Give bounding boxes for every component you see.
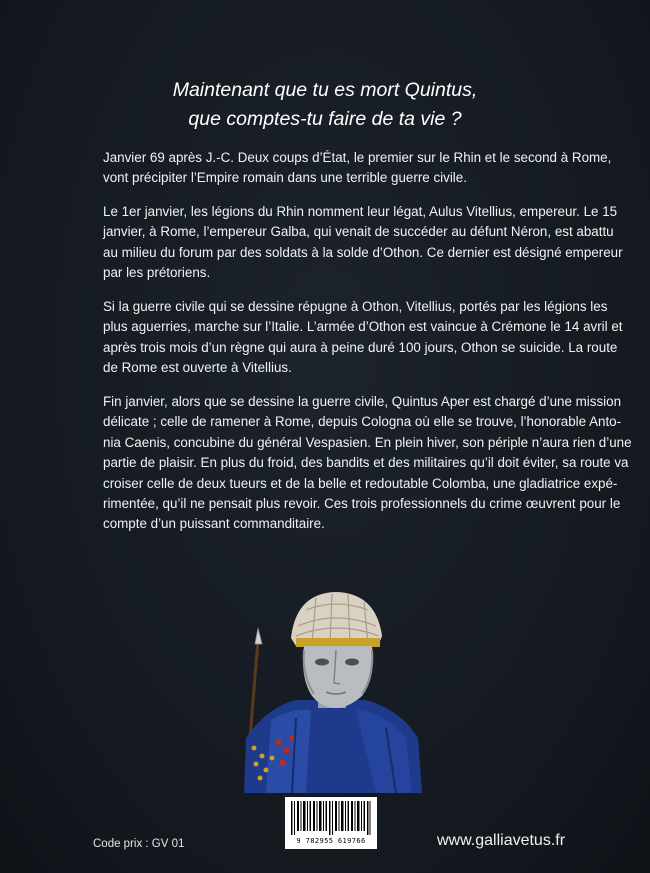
price-code: Code prix : GV 01 [93, 838, 185, 850]
synopsis-paragraph-4 [103, 392, 632, 535]
text-line: janvier, à Rome, l’empereur Galba, qui venait de succéder au défunt Néron, est abattu [103, 224, 614, 240]
tagline [0, 76, 650, 134]
text-line: Janvier 69 après J.-C. Deux coups d’État, le premier sur le Rhin et le second à Rome, [103, 150, 612, 165]
text-line: rimentée, qu’il ne pensait plus revoir. Ces trois professionnels du crime œuvrent pour le [103, 496, 621, 512]
text-line: nia Caenis, concubine du général Vespasien. En plein hiver, son périple n’aura rien d’une [103, 434, 632, 450]
text-line: de Rome est ouverte à Vitellius. [103, 360, 292, 376]
tagline-line-1: Maintenant que tu es mort Quintus, [172, 79, 478, 101]
publisher-website: www.galliavetus.fr [437, 832, 566, 849]
barcode-icon [291, 801, 371, 835]
text-line: compte d’un puissant commanditaire. [103, 516, 325, 532]
barcode [285, 797, 377, 849]
text-line: après trois mois d’un règne qui aura à peine duré 100 jours, Othon se suicide. La route [103, 339, 618, 355]
barcode-number: 9 782955 619766 [296, 837, 366, 845]
text-line: Si la guerre civile qui se dessine répugne à Othon, Vitellius, portés par les légions les [103, 299, 608, 314]
synopsis-paragraph-3 [103, 297, 623, 379]
text-line: Le 1er janvier, les légions du Rhin nomment leur légat, Aulus Vitellius, empereur. Le 15 [103, 204, 618, 219]
text-line: croiser celle de deux tueurs et de la belle et redoutable Colomba, une gladiatrice expé- [103, 475, 618, 491]
synopsis-paragraph-1 [103, 148, 612, 189]
text-line: plus aguerries, marche sur l’Italie. L’armée d’Othon est vaincue à Crémone le 14 avril et [103, 319, 623, 335]
text-line: vont précipiter l’Empire romain dans une terrible guerre civile. [103, 170, 467, 186]
tagline-line-2: que comptes-tu faire de ta vie ? [188, 108, 462, 130]
text-line: par les prétoriens. [103, 265, 211, 281]
text-line: délicate ; celle de ramener à Rome, depuis Cologna où elle se trouve, l’honorable Anto- [103, 414, 622, 430]
synopsis-paragraph-2 [103, 202, 623, 284]
text-line: au milieu du forum par des soldats à la solde d’Othon. Ce dernier est désigné empereur [103, 244, 623, 260]
text-line: partie de plaisir. En plus du froid, des bandits et des militaires qu’il doit éviter, sa route va [103, 455, 629, 471]
text-line: Fin janvier, alors que se dessine la guerre civile, Quintus Aper est chargé d’une mission [103, 394, 622, 409]
roman-soldier-illustration [236, 588, 426, 793]
